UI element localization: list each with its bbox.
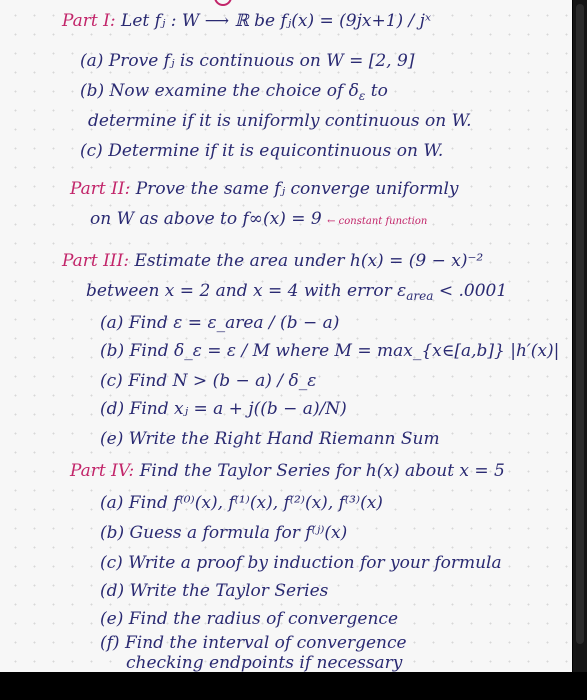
part4-line [70,460,505,482]
part3-item-e: (e) Write the Right Hand Riemann Sum [100,429,440,449]
part3-line1: Estimate the area under h(x) = (9 − x)⁻² [134,251,484,271]
scrollbar-thumb[interactable] [576,4,584,644]
part4-item-e: (e) Find the radius of convergence [100,609,398,629]
part1-item-b: (b) Now examine the choice of $\delta_\varepsilon$ to [80,81,388,103]
part2-line2: on W as above to f∞(x) = 9 ← constant function [90,209,428,229]
part3-heading: Part III: [62,251,130,271]
part3-line [62,250,483,272]
part4-item-b: (b) Guess a formula for f⁽ʲ⁾(x) [100,523,348,543]
part1-heading: Part I: [62,11,116,31]
top-scribble [214,0,232,6]
part3-item-c: (c) Find N > (b − a) / δ_ε [100,371,317,391]
part1-item-c: (c) Determine if it is equicontinuous on W. [80,141,444,161]
part4-heading: Part IV: [70,461,135,481]
part3-item-a: (a) Find ε = ε_area / (b − a) [100,313,340,333]
part3-item-b: (b) Find δ_ε = ε / M where M = max_{x∈[a,b]} |h′(x)| [100,341,560,361]
part2-note: ← constant function [327,216,428,227]
part2-line1: Prove the same fⱼ converge uniformly [135,179,459,199]
part3-line2: between x = 2 and x = 4 with error $\varepsilon_{area} < .0001$ [86,281,508,303]
part4-line1: Find the Taylor Series for h(x) about x = 5 [139,461,505,481]
part3-item-d: (d) Find xⱼ = a + j((b − a)/N) [100,399,347,419]
part1-line [62,10,431,32]
vertical-scrollbar[interactable] [573,0,587,672]
bottom-bar [0,672,587,700]
part1-intro: Let fⱼ : W ⟶ ℝ be fⱼ(x) = (9jx+1) / jˣ [121,11,431,31]
part4-item-f: (f) Find the interval of convergence [100,633,407,653]
part2-heading: Part II: [70,179,131,199]
part4-item-c: (c) Write a proof by induction for your formula [100,553,502,573]
part4-item-f-cont: checking endpoints if necessary [126,653,403,672]
part1-item-a: (a) Prove fⱼ is continuous on W = [2, 9] [80,51,415,71]
part4-item-a: (a) Find f⁽⁰⁾(x), f⁽¹⁾(x), f⁽²⁾(x), f⁽³⁾(x) [100,493,383,513]
part4-item-d: (d) Write the Taylor Series [100,581,329,601]
part2-line [70,178,458,200]
part1-item-b-cont: determine if it is uniformly continuous on W. [88,111,472,131]
